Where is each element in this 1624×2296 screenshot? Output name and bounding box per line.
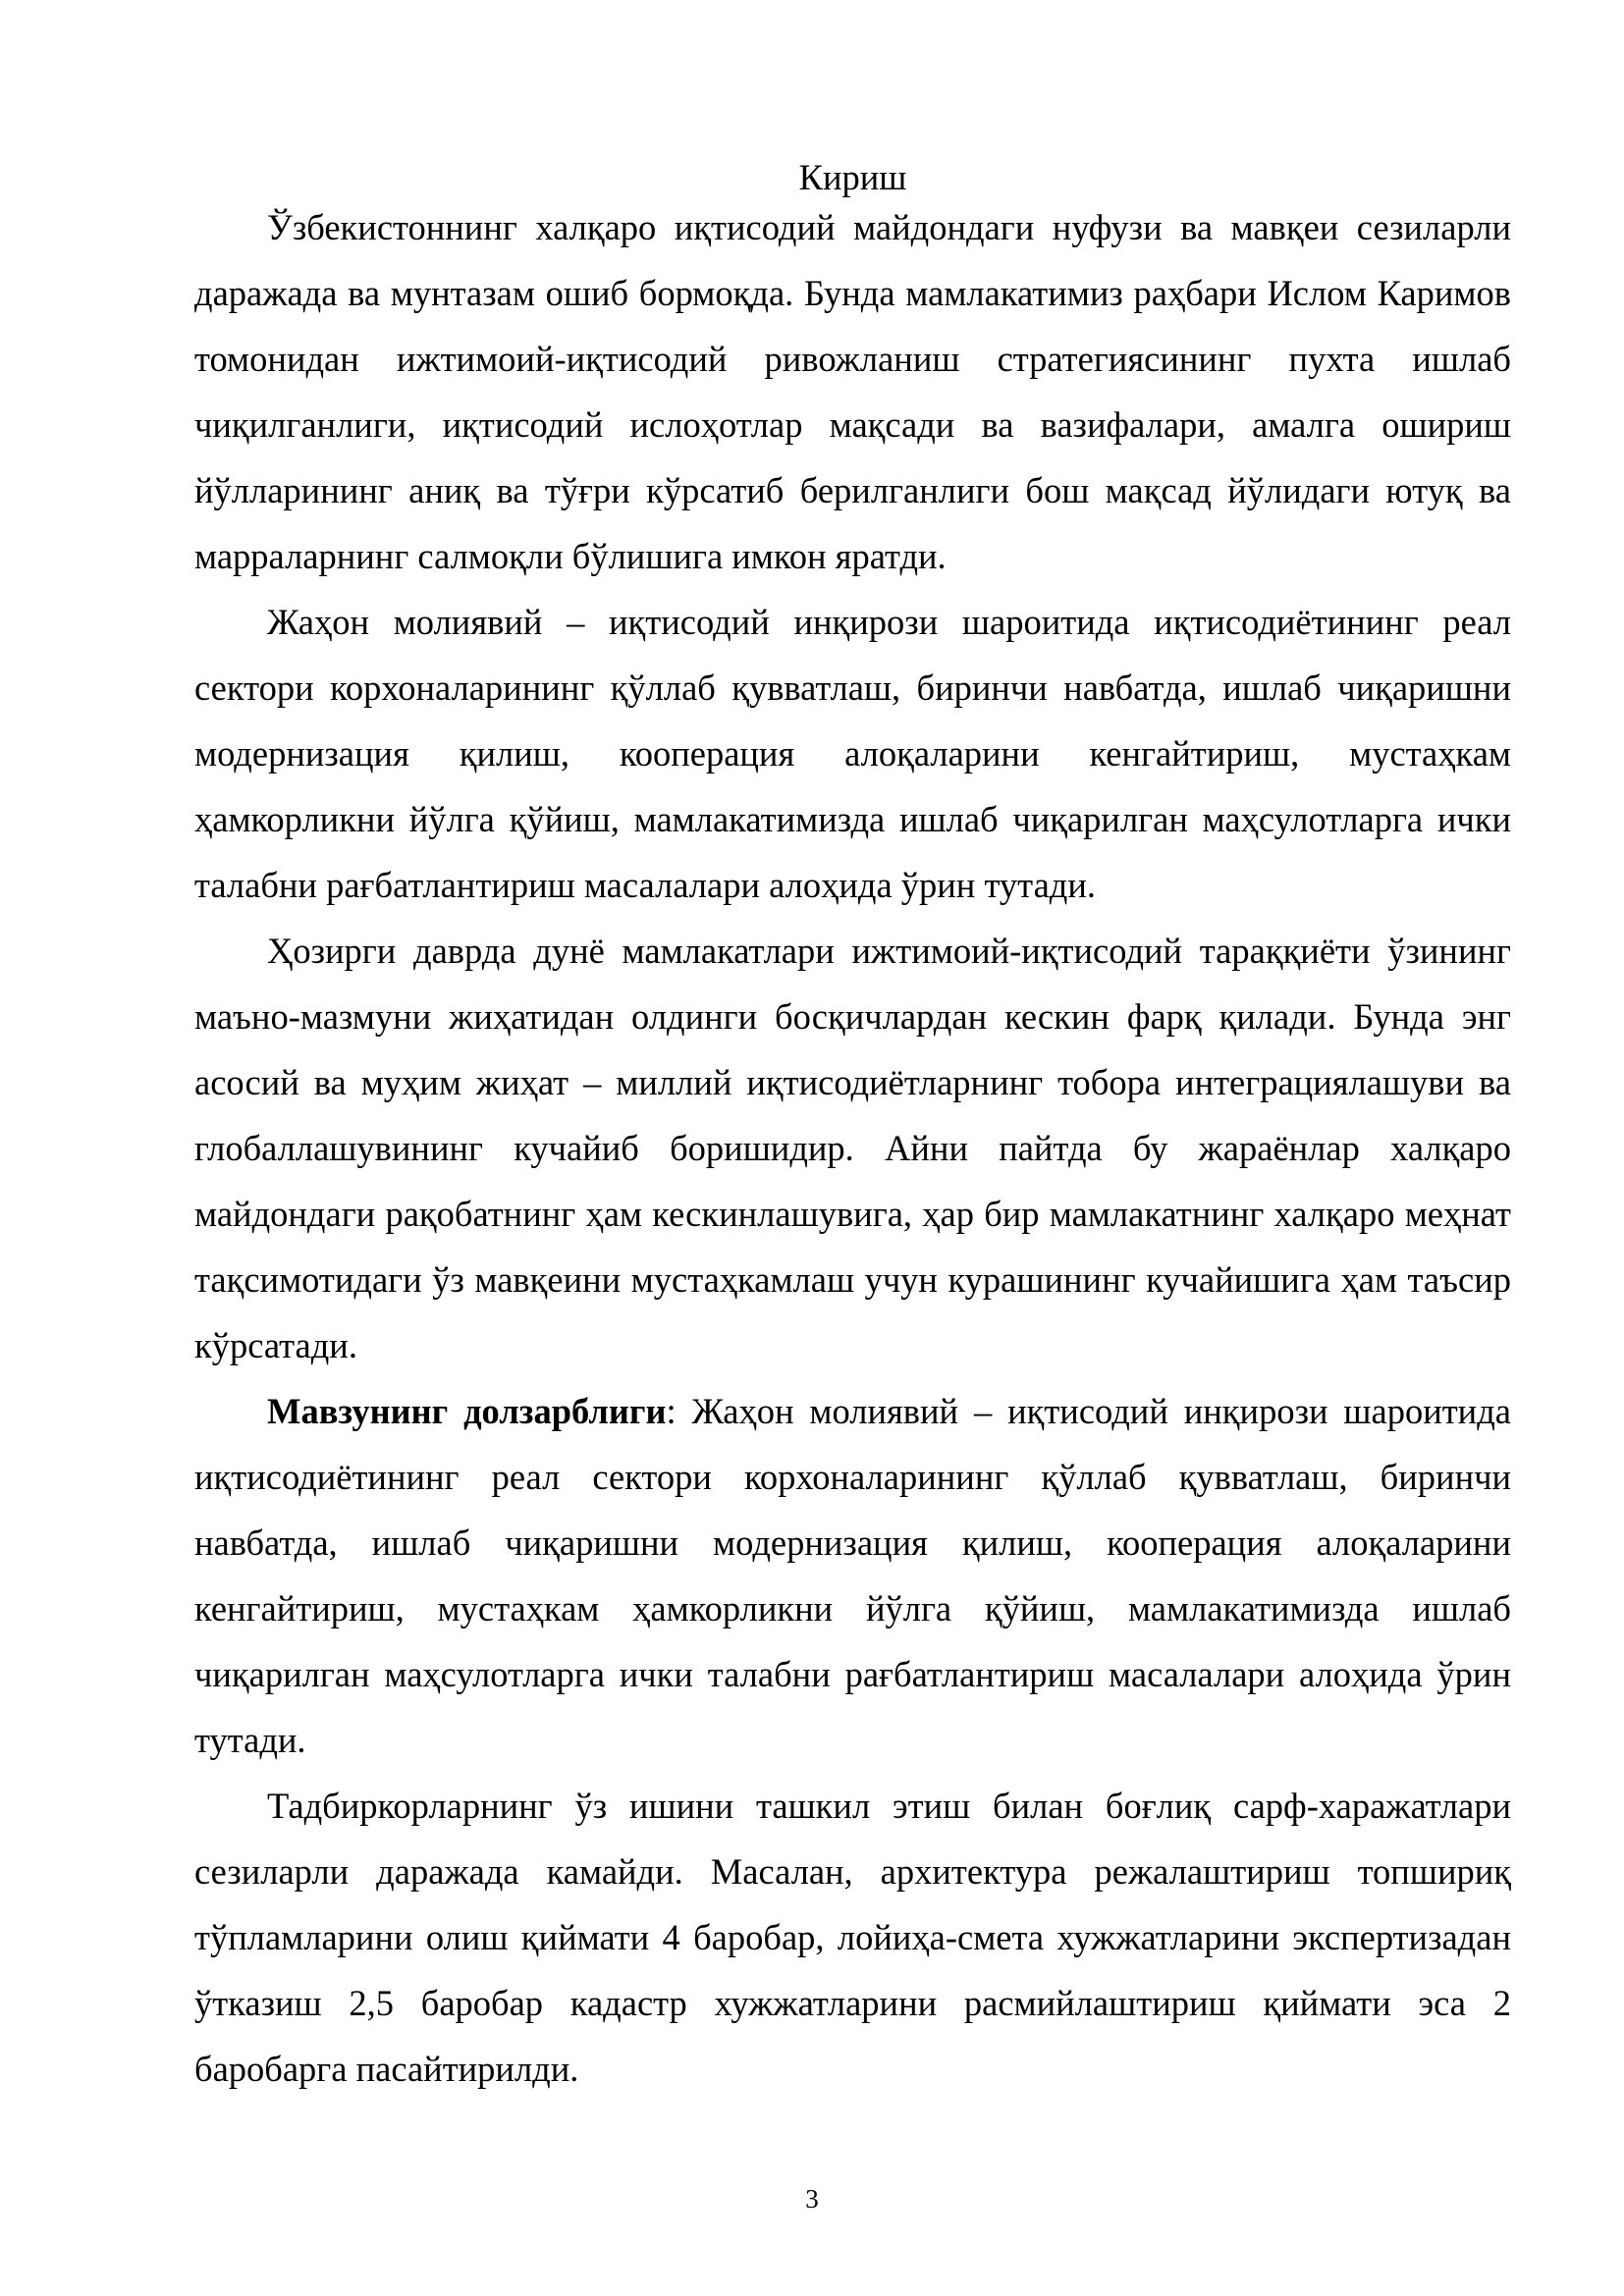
paragraph-4 xyxy=(194,1378,1511,1773)
page-content xyxy=(194,154,1511,2102)
paragraph-5-text: Тадбиркорларнинг ўз ишини ташкил этиш билан боғлиқ сарф-харажатлари сезиларли даражада камайди. Масалан, архитектура режалаштириш топшириқ тўпламларини олиш қиймати 4 баробар, лойиҳа-смета хужжатларини экспертизадан ўтказиш 2,5 баробар кадастр хужжатларини расмийлаштириш қиймати эса 2 баробарга пасайтирилди. xyxy=(194,1786,1511,2089)
paragraph-3-text: Ҳозирги даврда дунё мамлакатлари ижтимоий-иқтисодий тараққиёти ўзининг маъно-мазмуни жиҳатидан олдинги босқичлардан кескин фарқ қилади. Бунда энг асосий ва муҳим жиҳат – миллий иқтисодиётларнинг тобора интеграциялашуви ва глобаллашувининг кучайиб боришидир. Айни пайтда бу жараёнлар халқаро майдондаги рақобатнинг ҳам кескинлашувига, ҳар бир мамлакатнинг халқаро меҳнат тақсимотидаги ўз мавқеини мустаҳкамлаш учун курашининг кучайишига ҳам таъсир кўрсатади. xyxy=(194,931,1511,1365)
paragraph-3 xyxy=(194,918,1511,1378)
paragraph-4-bold-lead: Мавзунинг долзарблиги xyxy=(267,1391,667,1431)
paragraph-2-text: Жаҳон молиявий – иқтисодий инқирози шароитида иқтисодиётининг реал сектори корхоналарининг қўллаб қувватлаш, биринчи навбатда, ишлаб чиқаришни модернизация қилиш, кооперация алоқаларини кенгайтириш, мустаҳкам ҳамкорликни йўлга қўйиш, мамлакатимизда ишлаб чиқарилган маҳсулотларга ички талабни рағбатлантириш масалалари алоҳида ўрин тутади. xyxy=(194,602,1511,905)
paragraph-4-text: : Жаҳон молиявий – иқтисодий инқирози шароитида иқтисодиётининг реал сектори корхоналарининг қўллаб қувватлаш, биринчи навбатда, ишлаб чиқаришни модернизация қилиш, кооперация алоқаларини кенгайтириш, мустаҳкам ҳамкорликни йўлга қўйиш, мамлакатимизда ишлаб чиқарилган маҳсулотларга ички талабни рағбатлантириш масалалари алоҳида ўрин тутади. xyxy=(194,1391,1511,1760)
page-number: 3 xyxy=(805,2184,819,2214)
paragraph-2 xyxy=(194,589,1511,918)
paragraph-1-text: Ўзбекистоннинг халқаро иқтисодий майдондаги нуфузи ва мавқеи сезиларли даражада ва мунтазам ошиб бормоқда. Бунда мамлакатимиз раҳбари Ислом Каримов томонидан ижтимоий-иқтисодий ривожланиш стратегиясининг пухта ишлаб чиқилганлиги, иқтисодий ислоҳотлар мақсади ва вазифалари, амалга ошириш йўлларининг аниқ ва тўғри кўрсатиб берилганлиги бош мақсад йўлидаги ютуқ ва марраларнинг салмоқли бўлишига имкон яратди. xyxy=(194,207,1511,576)
page-title: Кириш xyxy=(798,157,907,197)
paragraph-1 xyxy=(194,194,1511,589)
paragraph-5 xyxy=(194,1773,1511,2102)
